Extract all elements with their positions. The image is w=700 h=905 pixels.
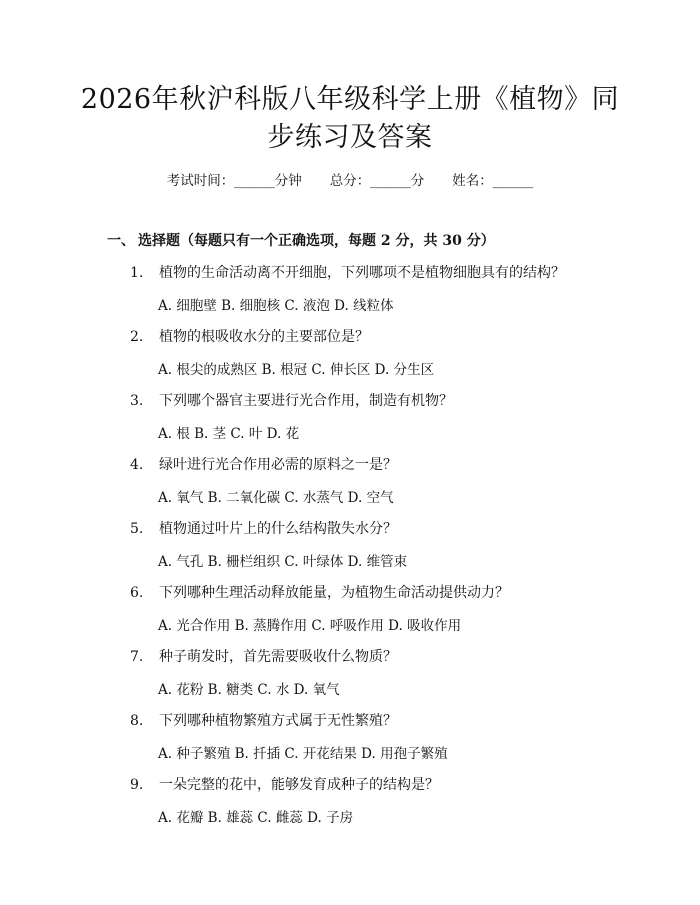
question-5 — [130, 518, 397, 538]
question-4 — [130, 454, 397, 474]
section-title: 选择题（每题只有一个正确选项，每题 2 分，共 30 分） — [138, 233, 495, 249]
question-1-options: A. 细胞壁 B. 细胞核 C. 液泡 D. 线粒体 — [158, 298, 394, 314]
question-text: 一朵完整的花中，能够发育成种子的结构是？ — [159, 777, 439, 793]
page-title-line-1: 2026年秋沪科版八年级科学上册《植物》同 — [80, 84, 620, 115]
question-number: 7. — [130, 649, 144, 665]
question-text: 种子萌发时，首先需要吸收什么物质？ — [159, 649, 397, 665]
total-score-field: 总分：______分 — [329, 173, 425, 189]
question-6-options: A. 光合作用 B. 蒸腾作用 C. 呼吸作用 D. 吸收作用 — [158, 618, 462, 634]
question-number: 4. — [130, 457, 144, 473]
question-number: 9. — [130, 777, 144, 793]
question-number: 2. — [130, 329, 144, 345]
question-6 — [130, 582, 509, 602]
exam-time-field: 考试时间：______分钟 — [166, 173, 302, 189]
question-7-options: A. 花粉 B. 糖类 C. 水 D. 氧气 — [158, 682, 340, 698]
section-number: 一、 — [107, 233, 135, 249]
question-3-options: A. 根 B. 茎 C. 叶 D. 花 — [158, 426, 300, 442]
question-number: 3. — [130, 393, 144, 409]
question-5-options: A. 气孔 B. 栅栏组织 C. 叶绿体 D. 维管束 — [158, 554, 408, 570]
question-2 — [130, 326, 369, 346]
question-text: 绿叶进行光合作用必需的原料之一是？ — [159, 457, 397, 473]
question-8 — [130, 710, 397, 730]
question-text: 植物的根吸收水分的主要部位是？ — [159, 329, 369, 345]
question-text: 植物通过叶片上的什么结构散失水分？ — [159, 521, 397, 537]
question-2-options: A. 根尖的成熟区 B. 根冠 C. 伸长区 D. 分生区 — [158, 362, 435, 378]
student-name-field: 姓名：______ — [452, 173, 534, 189]
question-3 — [130, 390, 453, 410]
question-text: 植物的生命活动离不开细胞，下列哪项不是植物细胞具有的结构？ — [159, 265, 565, 281]
question-number: 8. — [130, 713, 144, 729]
question-number: 5. — [130, 521, 144, 537]
question-7 — [130, 646, 397, 666]
question-text: 下列哪种植物繁殖方式属于无性繁殖？ — [159, 713, 397, 729]
question-text: 下列哪种生理活动释放能量，为植物生命活动提供动力？ — [159, 585, 509, 601]
section-heading — [107, 230, 495, 250]
question-8-options: A. 种子繁殖 B. 扦插 C. 开花结果 D. 用孢子繁殖 — [158, 746, 448, 762]
question-number: 1. — [130, 265, 144, 281]
page-title-line-2: 步练习及答案 — [267, 122, 433, 153]
question-9-options: A. 花瓣 B. 雄蕊 C. 雌蕊 D. 子房 — [158, 810, 354, 826]
question-text: 下列哪个器官主要进行光合作用，制造有机物？ — [159, 393, 453, 409]
exam-info — [0, 169, 700, 189]
question-9 — [130, 774, 439, 794]
question-number: 6. — [130, 585, 144, 601]
question-1 — [130, 262, 565, 282]
question-4-options: A. 氧气 B. 二氧化碳 C. 水蒸气 D. 空气 — [158, 490, 394, 506]
